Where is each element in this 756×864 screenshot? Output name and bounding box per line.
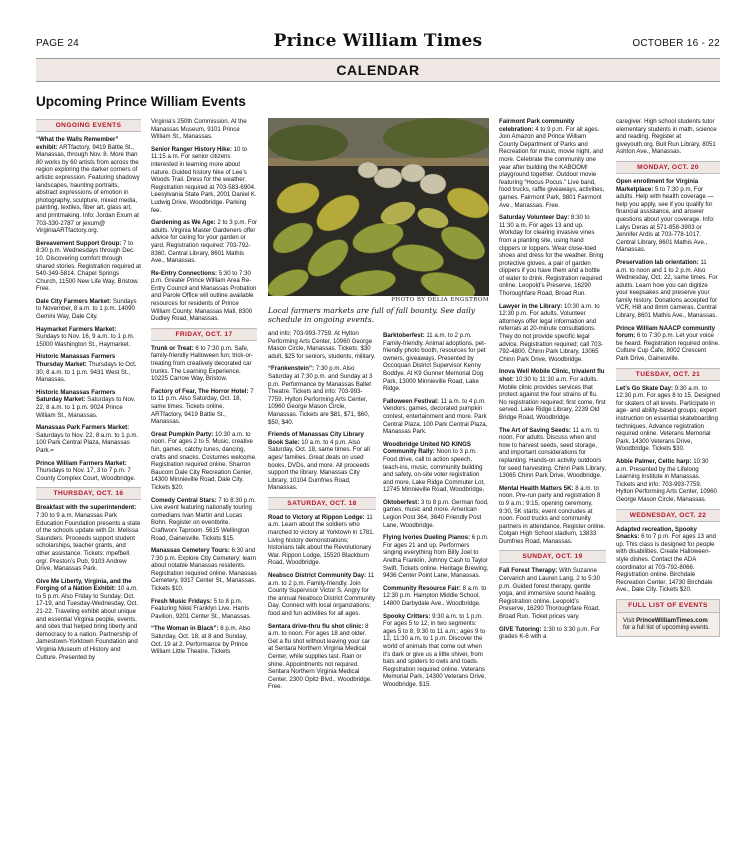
event-title: Dale City Farmers Market: [36,297,112,305]
masthead: Prince William Times [273,31,483,51]
event-item [151,270,257,323]
event-body: 10 a.m. to 4 p.m. Also Saturday, Oct. 18, same times. For all ages/ families. Great deals on used books, DVDs, and more. All proceeds support the library. Manassas City Library, 10104 Dumfries Road, Manassas. [268,438,370,492]
event-body: 2 to 3 p.m. For adults. Virginia Master Gardeners offer advice for caring for your garden or yard. Registration required: 703-792-8360. Central Library, 8601 Mathis Ave., Manassas. [151,219,257,265]
event-title: Historic Manassas Farmers Saturday Market: [36,388,116,404]
column-6 [616,118,720,637]
event-body: Saturdays to Nov. 22, 8 a.m. to 1 p.m. 100 Park Central Plaza, Manassas Park.= [36,431,139,454]
page-number: PAGE 24 [36,38,80,49]
event-item [36,460,141,483]
photo-credit: PHOTO BY DELIA ENGSTROM [391,297,489,303]
event-title: GIVE Tutoring: [499,625,542,633]
event-title: Mental Health Matters 5K: [499,484,574,492]
event-item [36,424,141,454]
event-body: Thursdays to Oct. 30, 8 a.m. to 1 p.m. 9431 West St., Manassas. [36,361,137,384]
event-title: Factory of Fear, The Horror Hotel: [151,387,249,395]
event-body: 7:30 p.m. Also Saturday at 7:30 p.m. and Sunday at 3 p.m. Performance by Manassas Ballet Theatre. Tickets and info: 703-993-7759. Hylton Performing Arts Center, 10960 George Mason Circle, Manassas. Tickets are $81, $71, $60, $50, $40. [268,365,373,426]
event-body: Saturdays to Nov. 22, 8 a.m. to 1 p.m. 9024 Prince William St., Manassas. [36,396,136,419]
page-header [0,0,756,52]
event-item [151,345,257,383]
event-title: Gardening as We Age: [151,219,216,227]
event-title: Bereavement Support Group: [36,239,122,247]
event-body: Sundays to November, 8 a.m. to 1 p.m. 14090 Gemini Way, Dale City. [36,297,137,321]
website-link[interactable]: PrinceWilliamTimes.com [636,616,708,624]
event-body: 10:30 a.m. to 12:30 p.m. For adults. Volunteer attorneys offer legal information and referrals at 20-minute consultations. They do not provide specific legal advice. Registration required; call 703-792-4800. Chinn Park Library, 13065 Chinn Park Drive, Woodbridge. [499,302,603,363]
event-item [616,385,720,453]
section-banner: CALENDAR [36,58,720,82]
event-title: Open enrollment for Virginia Marketplace: [616,177,699,193]
column-1 [36,118,141,666]
event-item [36,326,141,349]
section-header: ONGOING EVENTS [36,119,141,132]
event-item [268,514,376,567]
event-body: 8 a.m. to noon. For ages 18 and older. Get a flu shot without leaving your car at Sentara Northern Virginia Medical Center, while supplies last. Rain or shine. Appointments not required. Sentara Northern Virginia Medical Center, 2300 Opitz Blvd., Woodbridge. Free. [268,622,372,691]
column-3 [268,330,376,696]
event-item [36,578,141,662]
event-item [383,398,489,436]
event-body: 10:30 a.m. to noon. For ages 2 to 5. Music, creative fun, games, catchy tunes, dancing, crafts and snacks. Costumes welcome. Registration required online. Sharron Baucom Dale City Recreation Center, 14300 Minnieville Road, Dale City. Tickets $20. [151,430,257,491]
event-title: Friends of Manassas City Library Book Sale: [268,431,364,446]
section-header: TUESDAY, OCT. 21 [616,368,720,381]
event-body: Thursdays to Nov. 17, 3 to 7 p.m. 7 County Complex Court, Woodbridge. [36,467,136,482]
photo-caption: Local farmers markets are full of fall bounty. See daily schedule in ongoing events. [268,306,476,324]
event-title: Community Resource Fair: [383,584,461,592]
event-body: 7:30 to 9 a.m. Manassas Park Education Foundation presents a state of the schools update with Dr. Melissa Saunders. Proceeds support student scholarships, teacher grants, and other assistance. Tickets: mpefbell. org/. Preston’s Pub, 9103 Andrew Drive, Manassas Park. [36,511,141,573]
event-item [151,219,257,265]
event-body: 6 to 7:30 p.m. Let your voice be heard. Registration required online. Culture Cup Cafe, 8002 Crescent Park Drive, Gainesville. [616,332,720,363]
event-title: Barktoberfest: [383,332,425,339]
event-title: Manassas Park Farmers Market: [36,424,130,432]
event-title: Adapted recreation, Spooky Snacks: [616,525,697,541]
event-item [268,431,376,492]
issue-dates: OCTOBER 16 - 22 [632,38,720,49]
event-body: 10:30 a.m. Presented by the Lifelong Learning Institute in Manassas. Tickets and info: 703-993-7759. Hylton Performing Arts Center, 10960 George Mason Circle, Manassas. [616,457,717,503]
event-body: 11 a.m. to noon and 1 to 2 p.m. Also Wednesday, Oct. 22, same times. For adults. Learn how you can digitize your keepsakes and preserve your family history. Donations accepted for VCR, Hi8 and 8mm cameras. Central Library, 8601 Mathis Ave., Manassas. [616,258,718,320]
event-item [36,136,141,235]
event-item [151,118,257,141]
event-body: 1:30 to 3:30 p.m. For grades K-6 with a [499,625,600,641]
event-title: Haymarket Farmers Market: [36,325,117,333]
event-body: 11 a.m. to noon. For adults. Discuss when and how to harvest seeds, seed storage, and important considerations for replanting. Hands-on activity outdoors for seed harvesting. Chinn Park Library, 13065 Chinn Park Drive, Woodbridge. [499,426,606,480]
box-title: FULL LIST OF EVENTS [617,600,719,613]
event-title: Re-Entry Connections: [151,269,218,277]
page-title: Upcoming Prince William Events [36,94,246,109]
event-item [383,534,489,580]
box-text-pre: Visit [623,616,637,624]
section-header: FRIDAY, OCT. 17 [151,328,257,341]
event-item [151,388,257,426]
event-title: Neabsco District Community Day: [268,572,367,580]
event-body: 7 to 11 p.m. Also Saturday, Oct. 18, same times. Tickets online. ARTfactory, 9419 Battle St., Manassas. [151,387,254,426]
event-item [383,441,489,494]
event-item [499,567,606,620]
event-body: 9:30 a.m. to 12:30 p.m. For ages 8 to 15. Designed for skaters of all levels. Participate in age- and ability-based groups; expert instruction on essential skateboarding techniques. Advance registration required online. Veterans Memorial Park, 14300 Veterans Drive, Woodbridge. Tickets $30. [616,384,720,453]
event-body: 5 to 8 p.m. Featuring Nikki Franklyn Live. Harris Pavilion, 9201 Center St., Manassas. [151,597,252,620]
event-item [36,504,141,572]
event-body: 10 a.m. to 5 p.m. Also Friday to Sunday, Oct. 17-19, and Tuesday-Wednesday, Oct. 21-22. Traveling exhibit about unique and essential Virginia people, events, and sites that helped bring liberty and democracy to a nation. Partnership of Jamestown-Yorktown Foundation and Virginia Museum of History and Culture. Presented by [36,585,139,661]
event-body: Sundays to Nov. 16, 9 a.m. to 1 p.m. 15000 Washington St., Haymarket. [36,333,135,348]
event-body: Noon to 3 p.m. Food drive, call to action speech, teach-ins, music, community building and safety, on-site voter registration and more. Lake Ridge Commuter Lot, 12745 Minnieville Road, Woodbridge. [383,448,485,494]
event-item [616,259,720,320]
section-header: WEDNESDAY, OCT. 22 [616,509,720,522]
event-title: Lawyer in the Library: [499,302,563,310]
event-body: Virginia’s 250th Commission. At the Manassas Museum, 9101 Prince William St., Manassas. [151,118,247,141]
event-title: Breakfast with the superintendent: [36,504,137,512]
event-body: 5:30 to 7:30 p.m. Greater Prince William Area Re-Entry Council and Manassas Probation and Parole Office will outline available resources for residents of Prince William County. Manassas Mall, 8300 Dudley Road, Manassas. [151,269,257,323]
section-header: MONDAY, OCT. 20 [616,161,720,174]
event-body: 11 a.m. Learn about the soldiers who marched to victory at Yorktown in 1781. Living history demonstrations; historians talk about the Revolutionary War. Rippon Lodge, 15520 Blackburn Road, Woodbridge. [268,513,375,567]
event-item [268,330,376,360]
event-item [268,623,376,691]
event-title: Trunk or Treat: [151,344,194,352]
event-item [616,118,720,156]
event-title: Prince William Farmers Market: [36,459,127,467]
event-item [616,178,720,254]
event-item [36,389,141,419]
event-title: Flying Ivories Dueling Pianos: [383,534,471,542]
event-title: Oktoberfest: [383,498,420,506]
section-header: SUNDAY, OCT. 19 [499,550,606,563]
event-body: 8 p.m. Also Saturday, Oct. 18, at 8 and Sunday, Oct. 19 at 2. Performance by Prince William Little Theatre. Tickets [151,625,251,656]
column-5 [499,118,606,646]
event-title: Great Pumpkin Party: [151,430,214,438]
farmers-market-photo [268,118,489,296]
event-title: Senior Ranger History Hike: [151,145,232,153]
event-title: Woodbridge United NO KINGS Community Rally: [383,440,471,456]
event-item [36,353,141,383]
produce-illustration [268,118,489,296]
event-title: Prince William NAACP community forum: [616,324,716,340]
event-item [616,458,720,504]
event-item [499,427,606,480]
event-item [383,499,489,529]
event-body: 6:30 and 7:30 p.m. Explore City Cemetery; learn about notable Manassas residents. Registration required online. Manassas Cemetery, 9317 Center St., Manassas. Tickets $10. [151,547,257,593]
event-item [383,585,489,608]
event-body: 8 a.m. to 12:30 p.m. Hampton Middle School, 14800 Darbydale Ave., Woodbridge. [383,584,487,607]
event-item [616,526,720,594]
event-title: Fall Forest Therapy: [499,567,558,575]
event-body: 8:30 to 11:30 a.m. For ages 13 and up. Workday for clearing invasive vines from a planting site, using hand clippers or loppers. Wear close-toed shoes and dress for the weather. Bring protective gloves, a pair of garden clippers if you have them and a bottle of water to drink. Registration required online. Leopold’s Preserve, 16290 Thoroughfare Road, Broad Run. [499,214,604,298]
event-item [151,146,257,214]
event-item [36,240,141,293]
event-item [499,626,606,641]
event-item [268,572,376,618]
event-body: 7 to 8:30 p.m. Live event featuring nationally touring comedians Ivan Martin and Lucas Bohn. Register on eventbrite. Craftworx Taproom. 5615 Wellington Road, Gainesville. Tickets $15. [151,496,256,542]
event-item [151,431,257,492]
event-title: The Art of Saving Seeds: [499,426,571,434]
full-list-box [616,599,720,637]
event-item [499,118,606,209]
event-title: Sentara drive-thru flu shot clinic: [268,622,364,630]
event-item [268,365,376,426]
event-body: 11 a.m. to 2 p.m. Family-friendly. Join County Supervisor Victor S. Angry for the annual Neabsco District Community Day. Connect with local organizations; food and fun activities for all ages. [268,572,376,617]
event-title: Road to Victory at Rippon Lodge: [268,513,365,521]
event-body: 5 to 7:30 p.m. For adults. Help with health coverage — help you apply, see if you qualify for financial assistance, and answer questions about your coverage. Info: Lalys Deras at 571-858-3903 or Jennifer Ardis at 703-778-1017. Central Library, 8601 Mathis Ave., Manassas. [616,185,715,254]
event-title: Preservation lab orientation: [616,258,699,266]
event-body: and info: 703-993-7759. At Hylton Performing Arts Center, 10960 George Mason Circle, Manassas. Tickets: $30 adult, $25 for seniors, students, military. [268,330,376,360]
column-4 [383,332,489,694]
event-body: 6 p.m. For ages 21 and up. Performers singing everything from Billy Joel to Aretha Franklin, Johnny Cash to Taylor Swift. Tickets online. Heritage Brewing, 9436 Center Point Lane, Manassas. [383,534,489,580]
event-body: ARTfactory, 9419 Battle St., Manassas, through Nov. 8. More than 80 works by 60 artists from across the region exploring the darker corners of artistic expression. Featuring shadowy landscapes, haunting portraits, abstract expressions of emotion in photography, sculpture, mixed media, painting, textiles, fiber art, glass art, and printmaking. Info: Jordan Exum at 703-330-2787 or jexum@ VirginiaARTfactory.org. [36,143,140,235]
event-body: 7 to 8:30 p.m. Wednesdays through Dec. 10. Discovering comfort through shared stories. Registration required at 540-349-5814. Chapel Springs Church, 11500 New Life Way, Bristow. Free. [36,239,141,293]
event-body: 8 a.m. to noon. Pre-run party and registration 8 to 9 a.m.; 9:15, opening ceremony, 9:30, 5K starts; event concludes at noon. Food trucks and community partners in attendance. Register online. Colgan High School stadium, 13833 Dumfries Road, Manassas. [499,484,606,545]
event-item [36,298,141,321]
event-item [383,332,489,393]
event-title: Fresh Music Fridays: [151,597,212,605]
event-body: 11 a.m. to 4 p.m. Vendors, games, decorated pumpkin contest, entertainment and more. Park Central Plaza, 100 Park Central Plaza, Manassas Park. [383,397,488,436]
box-text-post: for a full list of upcoming events. [623,624,711,632]
column-2 [151,118,257,661]
event-item [151,497,257,543]
event-title: Comedy Central Stars: [151,496,217,504]
event-item [151,598,257,621]
event-title: Fairmont Park community celebration: [499,118,575,133]
event-body: 9:30 a.m. to 1 p.m. For ages 5 to 12, in two segments: ages 5 to 8, 9:30 to 11 a.m.; ages 9 to 12, 11:30 a.m. to 1 p.m. Discover the world of animals that come out when it’s dark or give us a little shiver, from bats and spiders to owls and toads. Registration required online. Veterans Memorial Park, 14300 Veterans Drive, Woodbridge. $15. [383,612,486,688]
event-body: caregiver. High school students tutor elementary students in math, science and reading. Register at giveyouth.org. Bull Run Library, 8051 Ashton Ave., Manassas. [616,118,717,156]
event-item [383,613,489,689]
event-item [151,625,257,655]
event-title: Historic Manassas Farmers Thursday Market: [36,353,116,369]
event-title: Give Me Liberty, Virginia, and the Forging of a Nation Exhibit: [36,577,132,593]
event-title: Saturday Volunteer Day: [499,214,570,222]
event-item [499,368,606,421]
event-title: “What the Walls Remember” exhibit: [36,136,119,151]
event-title: Manassas Cemetery Tours: [151,547,230,555]
event-body: 10 to 11:15 a.m. For senior citizens interested in learning more about nature. Guided history hike of Lee’s Woods Trail. Dress for the weather. Registration required at 703-583-6904. Leesylvania State Park, 2001 Daniel K. Ludwig Drive, Woodbridge. Parking fee. [151,145,257,214]
event-title: Abbie Palmer, Celtic harp: [616,457,692,465]
box-text [617,617,719,632]
event-body: 6 to 7:30 p.m. Safe, family-friendly Halloween fun; trick-or-treating from creatively decorated car trunks. The Learning Experience, 10225 Carrow Way, Bristow. [151,344,253,383]
event-title: “The Woman in Black”: [151,625,219,633]
section-header: THURSDAY, OCT. 16 [36,487,141,500]
event-body: 11 a.m. to 2 p.m. Family-friendly. Animal adoptions, pet-friendly photo booth, resources for pet owners, giveaways. Presented by Occoquan District Supervisor Kenny Boddye. At K9 Gunner Memorial Dog Park, 13000 Minnieville Road, Lake Ridge. [383,332,486,393]
section-header: SATURDAY, OCT. 18 [268,497,376,510]
event-body: With Suzanne Cervarich and Lauren Lang. 2 to 5:30 p.m. Guided forest therapy, gentle yoga, and immersive sound healing. Registration online. Leopold’s Preserve, 16290 Thoroughfare Road, Broad Run. Ticket prices vary. [499,567,600,621]
event-item [499,485,606,546]
event-item [616,325,720,363]
event-title: Spooky Critters: [383,612,431,620]
event-body: 3 to 8 p.m. German food, games, music and more. American Legion Post 364, 3640 Friendly Post Lane, Woodbridge. [383,498,489,529]
event-body: 6 to 7 p.m. For ages 13 and up. This class is designed for people with disabilities. Create Halloween-style dishes. Contact the ADA coordinator at 703-792-8066. Registration online. Birchdale Recreation Center, 14730 Birchdale Ave., Dale City. Tickets $20. [616,533,716,594]
event-title: Inova Well Mobile Clinic, trivalent flu shot: [499,368,605,383]
event-body: 10:30 to 11:30 a.m. For adults. Mobile clinic provides services that protect against the four strains of flu. No registration required; first come, first served. Lake Ridge Library, 2239 Old Bridge Road, Woodbridge. [499,376,606,421]
event-body: 4 to 9 p.m. For all ages. Join Amazon and Prince William County Department of Parks and Recreation for music, movie night, and more. Celebrate the community one year after building the KABOOM! playground together. Outdoor movie featuring “Hocus Pocus.” Live band, food trucks, raffle giveaways, activities, games. Fairmont Park, 9801 Fairmont Ave., Manassas. Free. [499,125,605,209]
event-item [499,303,606,364]
event-title: “Frankenstein”: [268,365,315,373]
event-title: Falloween Festival: [383,397,439,405]
event-item [499,214,606,298]
event-title: Let’s Go Skate Day: [616,384,674,392]
event-item [151,547,257,593]
